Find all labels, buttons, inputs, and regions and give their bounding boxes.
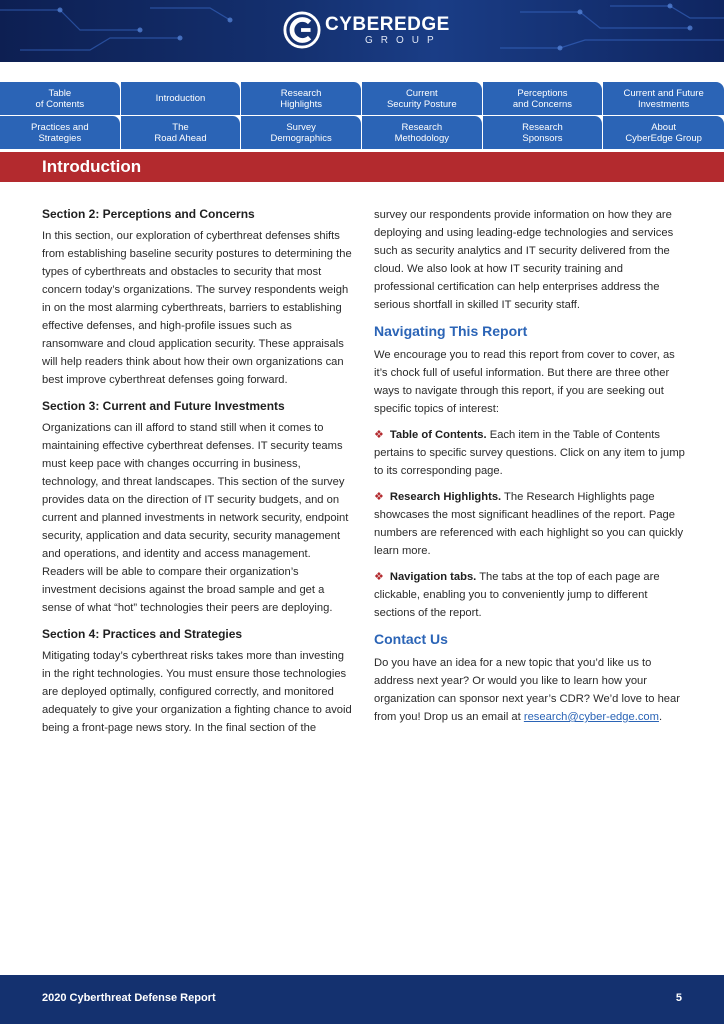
tab-label: About CyberEdge Group [625, 121, 702, 144]
logo-group: GROUP [365, 34, 442, 46]
section-2-text: In this section, our exploration of cyberthreat defenses shifts from establishing baseline security postures to determining the types of cyberthreats and obstacles to security that most concern today’s organizations. The survey respondents weigh in on the most alarming cyberthreats, barriers to establishing effective defenses, and high-profile issues such as ransomware and cloud application security. These appraisals will help readers think about how their own organizations can best improve cyberthreat defenses going forward. [42, 230, 352, 386]
bullet-text: The Research Highlights page showcases the most significant headlines of the report. Page numbers are referenced with each highlight so you can quickly learn more. [374, 491, 684, 557]
navigating-heading: Navigating This Report [374, 323, 528, 339]
cyberedge-logo [283, 10, 450, 50]
section-4-text: Mitigating today’s cyberthreat risks takes more than investing in the right technologies. You must ensure those technologies are deployed optimally, configured correctly, and monitored adequately to give your organization a fighting chance to avoid being a front-page news story. In the final section of the [42, 650, 352, 734]
tab-label: Current and Future Investments [623, 87, 704, 110]
bullet-item-research-highlights [374, 488, 686, 560]
page-footer [0, 975, 724, 1024]
page-header [0, 0, 724, 62]
contact-email-link[interactable]: research@cyber-edge.com [523, 711, 659, 723]
diamond-bullet-icon: ❖ [374, 571, 384, 583]
diamond-bullet-icon: ❖ [374, 491, 384, 503]
logo-mark-icon [283, 11, 321, 49]
right-column [374, 206, 686, 734]
section-4-continued: survey our respondents provide information on how they are deploying and using leading-edge technologies and services such as security analytics and IT security delivered from the cloud. We also look at how IT security training and professional certification can help enterprises address the serious shortfall in skilled IT security staff. [374, 209, 674, 311]
section-4-heading: Section 4: Practices and Strategies [42, 627, 243, 641]
tab-label: Introduction [155, 93, 206, 104]
tab-label: Survey Demographics [270, 121, 332, 144]
contact-text [374, 654, 686, 726]
tab-label: Research Sponsors [522, 121, 563, 144]
tab-research-methodology[interactable] [362, 116, 483, 150]
contact-body: Do you have an idea for a new topic that you’d like us to address next year? Or would you like to learn how your organization can sponsor next year’s CDR? We’d love to hear from you! Drop us an email at [374, 657, 680, 723]
tab-label: Research Methodology [394, 121, 449, 144]
footer-report-title: 2020 Cyberthreat Defense Report [42, 992, 216, 1004]
nav-row-2 [0, 116, 724, 150]
contact-end: . [658, 711, 663, 723]
bullet-title: Navigation tabs. [389, 571, 477, 583]
tab-introduction[interactable] [121, 82, 242, 116]
bullet-item-table-of-contents [374, 426, 686, 480]
tab-label: Current Security Posture [386, 87, 457, 110]
tab-label: Perceptions and Concerns [512, 87, 573, 110]
logo-name: CYBEREDGE [325, 13, 450, 35]
bullet-text: The tabs at the top of each page are clickable, enabling you to conveniently jump to different sections of the report. [374, 571, 660, 619]
nav-row-1 [0, 82, 724, 116]
tab-practices-and-strategies[interactable] [0, 116, 121, 150]
tab-about-cyberedge-group[interactable] [603, 116, 724, 150]
tab-perceptions-and-concerns[interactable] [483, 82, 604, 116]
tab-survey-demographics[interactable] [241, 116, 362, 150]
tab-label: Practices and Strategies [31, 121, 89, 144]
tab-current-security-posture[interactable] [362, 82, 483, 116]
section-3-text: Organizations can ill afford to stand still when it comes to maintaining effective cyberthreat defenses. IT security teams must keep pace with changes occurring in business, technology, and threat landscapes. This section of the survey provides data on the direction of IT security budgets, and on current and planned investments in network security, endpoint security, application and data security, security management and operations, and identity and access management. Readers will be able to compare their organization’s investment decisions against the broad sample and get a sense of what “hot” technologies their peers are deploying. [42, 422, 349, 614]
tab-current-and-future-investments[interactable] [603, 82, 724, 116]
bullet-text: Each item in the Table of Contents pertains to specific survey questions. Click on any item to jump to its corresponding page. [374, 429, 685, 477]
tab-label: Table of Contents [35, 87, 85, 110]
diamond-bullet-icon: ❖ [374, 429, 384, 441]
tab-research-sponsors[interactable] [483, 116, 604, 150]
page-title: Introduction [0, 152, 724, 182]
section-2-heading: Section 2: Perceptions and Concerns [42, 207, 255, 221]
section-3-heading: Section 3: Current and Future Investments [42, 399, 285, 413]
bullet-title: Table of Contents. [389, 429, 487, 441]
contact-heading: Contact Us [374, 631, 448, 647]
tab-label: Research Highlights [280, 87, 322, 110]
footer-page-number: 5 [675, 992, 682, 1004]
tab-the-road-ahead[interactable] [121, 116, 242, 150]
bullet-title: Research Highlights. [389, 491, 502, 503]
left-column [42, 205, 352, 745]
tab-table-of-contents[interactable] [0, 82, 121, 116]
tab-research-highlights[interactable] [241, 82, 362, 116]
navigation-tabs [0, 82, 724, 150]
navigating-intro: We encourage you to read this report from cover to cover, as it’s chock full of useful information. But there are three other ways to navigate through this report, if you are seeking out specific topics of interest: [374, 349, 675, 415]
tab-label: The Road Ahead [154, 121, 207, 144]
bullet-item-navigation-tabs [374, 568, 686, 622]
